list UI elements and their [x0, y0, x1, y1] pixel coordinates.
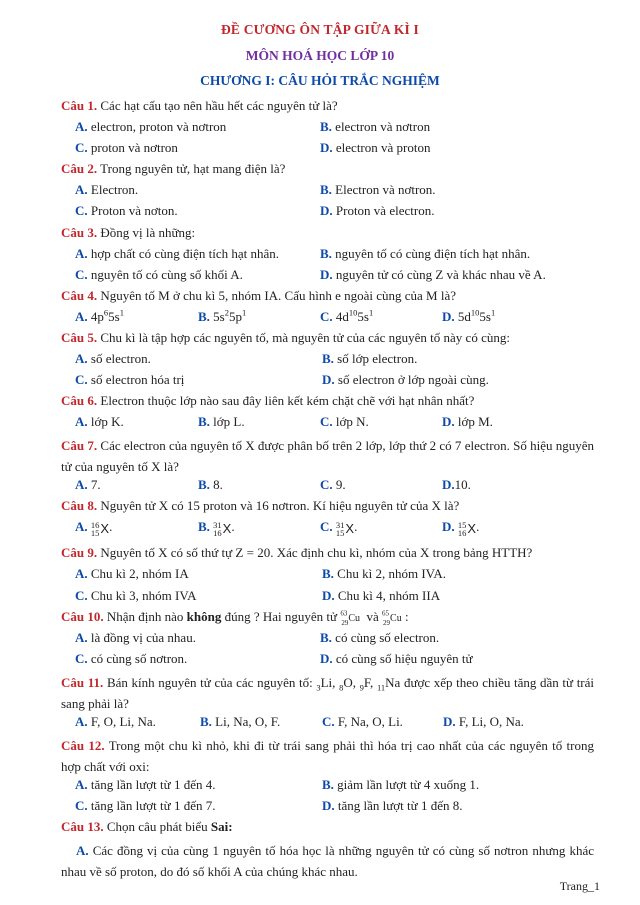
- option-4b: B. $5s^25p^1$: [198, 307, 247, 324]
- page-number: Trang_1: [559, 879, 600, 893]
- isotope-symbol: 31 15 X: [335, 519, 355, 538]
- question-10: Câu 10. Nhận định nào không đúng ? Hai nguyên tử $^{63}_{29}$Cu và $^{65}_{29}$Cu :: [61, 609, 409, 627]
- option-5a: A. số electron.: [75, 351, 151, 366]
- question-2: Câu 2. Trong nguyên tử, hạt mang điện là?: [61, 161, 286, 176]
- option-5c: C. số electron hóa trị: [75, 372, 185, 387]
- option-10d: D. có cùng số hiệu nguyên tử: [320, 651, 473, 666]
- option-11d: D. F, Li, O, Na.: [443, 714, 524, 729]
- option-6b: B. lớp L.: [198, 414, 245, 429]
- option-2a: A. Electron.: [75, 182, 139, 197]
- option-9b: B. Chu kì 2, nhóm IVA.: [322, 566, 446, 581]
- option-8d: D. 15 16 X.: [442, 519, 480, 538]
- option-3d: D. nguyên tử có cùng Z và khác nhau về A.: [320, 267, 546, 282]
- option-3a: A. hợp chất có cùng điện tích hạt nhân.: [75, 246, 279, 261]
- option-11a: A. F, O, Li, Na.: [75, 714, 156, 729]
- option-8a: A. 16 15 X.: [75, 519, 113, 538]
- subject-title: MÔN HOÁ HỌC LỚP 10: [245, 48, 395, 63]
- question-4: Câu 4. Nguyên tố M ở chu kì 5, nhóm IA. Cấu hình e ngoài cùng của M là?: [61, 288, 457, 303]
- option-5b: B. số lớp electron.: [322, 351, 418, 366]
- question-1: Câu 1. Các hạt cấu tạo nên hầu hết các nguyên tử là?: [61, 98, 338, 113]
- question-3: Câu 3. Đồng vị là những:: [61, 225, 196, 240]
- question-11: Câu 11. Bán kính nguyên tử của các nguyên tố: $_3$Li, $_8$O, $_9$F, $_{11}$Na được xếp theo chiều tăng dần từ trái sang phải là?: [61, 675, 595, 711]
- option-3c: C. nguyên tố có cùng số khối A.: [75, 267, 243, 282]
- isotope-symbol: 15 16 X: [457, 519, 477, 538]
- option-6d: D. lớp M.: [442, 414, 493, 429]
- option-3b: B. nguyên tố có cùng điện tích hạt nhân.: [320, 246, 531, 261]
- option-6c: C. lớp N.: [320, 414, 369, 429]
- question-9: Câu 9. Nguyên tố X có số thứ tự Z = 20. Xác định chu kì, nhóm của X trong bảng HTTH?: [61, 545, 533, 560]
- question-8: Câu 8. Nguyên tử X có 15 proton và 16 nơtron. Kí hiệu nguyên tử của X là?: [61, 498, 460, 513]
- option-10c: C. có cùng số nơtron.: [75, 651, 188, 666]
- option-12a: A. tăng lần lượt từ 1 đến 4.: [75, 777, 216, 792]
- question-7: Câu 7. Các electron của nguyên tố X được phân bố trên 2 lớp, lớp thứ 2 có 7 electron. Số hiệu nguyên tử của nguyên tố X là?: [61, 438, 595, 474]
- isotope-symbol: 31 16 X: [213, 519, 232, 538]
- option-1a: A. electron, proton và nơtron: [75, 119, 227, 134]
- option-7d: D.10.: [442, 477, 471, 492]
- option-2b: B. Electron và nơtron.: [320, 182, 436, 197]
- option-8c: C. 31 15 X.: [320, 519, 358, 538]
- option-7a: A. 7.: [75, 477, 101, 492]
- option-12b: B. giảm lần lượt từ 4 xuống 1.: [322, 777, 480, 792]
- option-2d: D. Proton và electron.: [320, 203, 435, 218]
- option-12c: C. tăng lần lượt từ 1 đến 7.: [75, 798, 216, 813]
- option-2c: C. Proton và nơton.: [75, 203, 178, 218]
- option-1c: C. proton và nơtron: [75, 140, 178, 155]
- option-6a: A. lớp K.: [75, 414, 124, 429]
- option-12d: D. tăng lần lượt từ 1 đến 8.: [322, 798, 463, 813]
- option-7b: B. 8.: [198, 477, 223, 492]
- question-12: Câu 12. Trong một chu kì nhỏ, khi đi từ trái sang phải thì hóa trị cao nhất của các nguyên tố trong hợp chất với oxi:: [61, 738, 594, 774]
- option-10b: B. có cùng số electron.: [320, 630, 440, 645]
- option-13a: A. Các đồng vị của cùng 1 nguyên tố hóa học là những nguyên tử có cùng số nơtron nhưng khác nhau về số proton, do đó số khối A của chúng khác nhau.: [61, 843, 594, 879]
- option-4c: C. $4d^{10}5s^1$: [320, 307, 374, 324]
- option-9d: D. Chu kì 4, nhóm IIA: [322, 588, 441, 603]
- isotope-symbol: 16 15 X: [90, 519, 110, 538]
- question-13: Câu 13. Chọn câu phát biểu Sai:: [61, 819, 233, 834]
- option-9c: C. Chu kì 3, nhóm IVA: [75, 588, 197, 603]
- option-8b: B. 31 16 X.: [198, 519, 235, 538]
- option-9a: A. Chu kì 2, nhóm IA: [75, 566, 189, 581]
- option-11c: C. F, Na, O, Li.: [322, 714, 403, 729]
- option-1b: B. electron và nơtron: [320, 119, 431, 134]
- option-4a: A. $4p^65s^1$: [75, 307, 124, 324]
- option-7c: C. 9.: [320, 477, 346, 492]
- option-4d: D. $5d^{10}5s^1$: [442, 307, 496, 324]
- option-1d: D. electron và proton: [320, 140, 431, 155]
- chapter-title: CHƯƠNG I: CÂU HỎI TRẮC NGHIỆM: [200, 73, 440, 88]
- document-title: ĐỀ CƯƠNG ÔN TẬP GIỮA KÌ I: [220, 22, 420, 37]
- question-6: Câu 6. Electron thuộc lớp nào sau đây liên kết kém chặt chẽ với hạt nhân nhất?: [61, 393, 475, 408]
- option-11b: B. Li, Na, O, F.: [200, 714, 281, 729]
- option-10a: A. là đồng vị của nhau.: [75, 630, 196, 645]
- question-5: Câu 5. Chu kì là tập hợp các nguyên tố, mà nguyên tử của các nguyên tố này có cùng:: [61, 330, 510, 345]
- option-5d: D. số electron ở lớp ngoài cùng.: [322, 372, 489, 387]
